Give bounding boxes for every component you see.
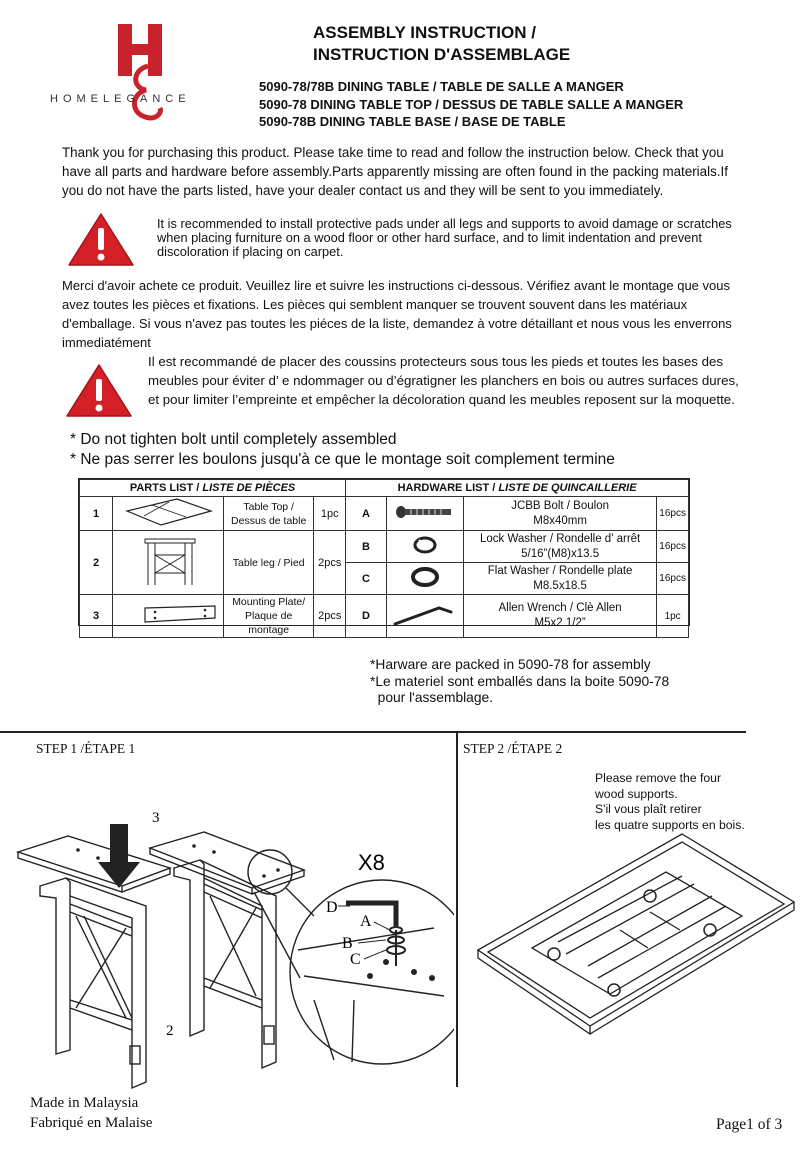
- note-french: * Ne pas serrer les boulons jusqu'à ce que le montage soit complement termine: [70, 451, 615, 468]
- hardware-letter: A: [346, 497, 387, 531]
- part-name: Mounting Plate/ Plaque de montage: [224, 595, 314, 638]
- callout-c: C: [350, 951, 361, 968]
- table-row: [80, 531, 689, 563]
- document-title: [313, 22, 570, 66]
- part-qty: 2pcs: [314, 595, 346, 638]
- intro-french: Merci d'avoir achete ce produit. Veuillez lire et suivre les instructions ci-dessous. Vérifiez avant le montage que vous avez toutes les pièces et fixations. Les pièces qui semblent manquer se trouvent souvent dans les matériaux d'emballage. Si vous n'avez pas toutes les piéces de la liste, demandez à votre détaillant et nous vous les enverrons immediatément: [62, 278, 732, 350]
- table-row: [80, 595, 689, 638]
- warning-icon: [66, 212, 136, 273]
- hardware-qty: 16pcs: [657, 531, 689, 563]
- origin-note: [30, 1093, 152, 1133]
- part-qty: 1pc: [314, 497, 346, 531]
- model-line: 5090-78/78B DINING TABLE / TABLE DE SALLE A MANGER: [259, 79, 624, 94]
- flat-washer-icon: [386, 563, 463, 595]
- model-line: 5090-78 DINING TABLE TOP / DESSUS DE TABLE SALLE A MANGER: [259, 96, 684, 112]
- part-qty: 2pcs: [314, 531, 346, 595]
- part-number: 1: [80, 497, 113, 531]
- allen-wrench-icon: [386, 595, 463, 638]
- step2-illustration: [470, 830, 800, 1060]
- note-line: S'il vous plaît retirer: [595, 802, 702, 816]
- table-row: [80, 497, 689, 531]
- table-top-icon: [113, 497, 224, 531]
- callout-leg: 2: [166, 1023, 174, 1039]
- mounting-plate-icon: [113, 595, 224, 638]
- hardware-letter: C: [346, 563, 387, 595]
- note-line: les quatre supports en bois.: [595, 817, 745, 832]
- table-leg-icon: [113, 531, 224, 595]
- warning-english: It is recommended to install protective pads under all legs and supports to avoid damage or scratches when placing furniture on a wood floor or other hard surface, and to limit indentation and prevent discoloration if placing on carpet.: [157, 216, 732, 260]
- model-list: [259, 78, 683, 131]
- svg-text:HOMELEGANCE: HOMELEGANCE: [50, 93, 191, 105]
- section-divider: [0, 731, 746, 733]
- bolt-notes: [70, 430, 615, 470]
- hardware-name: Lock Washer / Rondelle d' arrêt 5/16”(M8)x13.5: [463, 531, 656, 563]
- callout-d: D: [326, 899, 338, 916]
- packing-line: *Le materiel sont emballés dans la boite 5090-78: [370, 673, 670, 689]
- hardware-name: Allen Wrench / Clè Allen M5x2 1/2”: [463, 595, 656, 638]
- bolt-icon: [386, 497, 463, 531]
- hardware-qty: 16pcs: [657, 497, 689, 531]
- note-line: wood supports.: [595, 786, 678, 801]
- model-line: 5090-78B DINING TABLE BASE / BASE DE TABLE: [259, 114, 566, 129]
- callout-a: A: [360, 913, 372, 930]
- note-line: Please remove the four: [595, 771, 722, 785]
- packing-note: [370, 657, 669, 707]
- hardware-letter: D: [346, 595, 387, 638]
- step2-note: [595, 771, 795, 833]
- step1-illustration: [14, 800, 454, 1090]
- made-in-french: Fabriqué en Malaise: [30, 1115, 153, 1131]
- page-number: Page1 of 3: [716, 1116, 783, 1133]
- warning-icon: [64, 363, 134, 424]
- title-line-1: ASSEMBLY INSTRUCTION /: [313, 23, 536, 42]
- callout-plate: 3: [152, 810, 160, 826]
- homelegance-logo: [48, 18, 248, 138]
- hardware-qty: 16pcs: [657, 563, 689, 595]
- part-number: 3: [80, 595, 113, 638]
- packing-line: pour l'assemblage.: [370, 690, 494, 705]
- step1-label: STEP 1 /ÉTAPE 1: [36, 741, 136, 756]
- intro-english: Thank you for purchasing this product. Please take time to read and follow the instruction below. Check that you have all parts and hardware before assembly.Parts apparently missing are often found in the packing materials.If you do not have the parts listed, have your dealer contact us and they will be sent to you immediately.: [62, 145, 728, 198]
- step-divider: [456, 732, 458, 1087]
- parts-hardware-table: [78, 478, 690, 636]
- hardware-name: Flat Washer / Rondelle plate M8.5x18.5: [463, 563, 656, 595]
- warning-french: Il est recommandé de placer des coussins protecteurs sous tous les pieds et toutes les bases des meubles pour éviter d’ e ndommager ou d’égratigner les planchers en bois ou autres surfaces dures, et pour limiter l’empreinte et empêcher la décoloration quand les meubles reposent sur la moquette.: [148, 354, 739, 407]
- title-line-2: INSTRUCTION D'ASSEMBLAGE: [313, 45, 571, 64]
- parts-list-header: PARTS LIST / LISTE DE PIÈCES: [80, 480, 346, 497]
- hardware-name: JCBB Bolt / Boulon M8x40mm: [463, 497, 656, 531]
- packing-line: *Harware are packed in 5090-78 for assembly: [370, 657, 651, 672]
- part-number: 2: [80, 531, 113, 595]
- hardware-list-header: HARDWARE LIST / LISTE DE QUINCAILLERIE: [346, 480, 689, 497]
- made-in-english: Made in Malaysia: [30, 1095, 139, 1111]
- part-name: Table leg / Pied: [224, 531, 314, 595]
- lock-washer-icon: [386, 531, 463, 563]
- multiplier-label: X8: [358, 850, 385, 875]
- hardware-letter: B: [346, 531, 387, 563]
- note-english: * Do not tighten bolt until completely assembled: [70, 431, 397, 448]
- hardware-qty: 1pc: [657, 595, 689, 638]
- callout-b: B: [342, 935, 353, 952]
- part-name: Table Top / Dessus de table: [224, 497, 314, 531]
- step2-label: STEP 2 /ÉTAPE 2: [463, 741, 563, 756]
- mounting-plate-drawing: [18, 836, 170, 886]
